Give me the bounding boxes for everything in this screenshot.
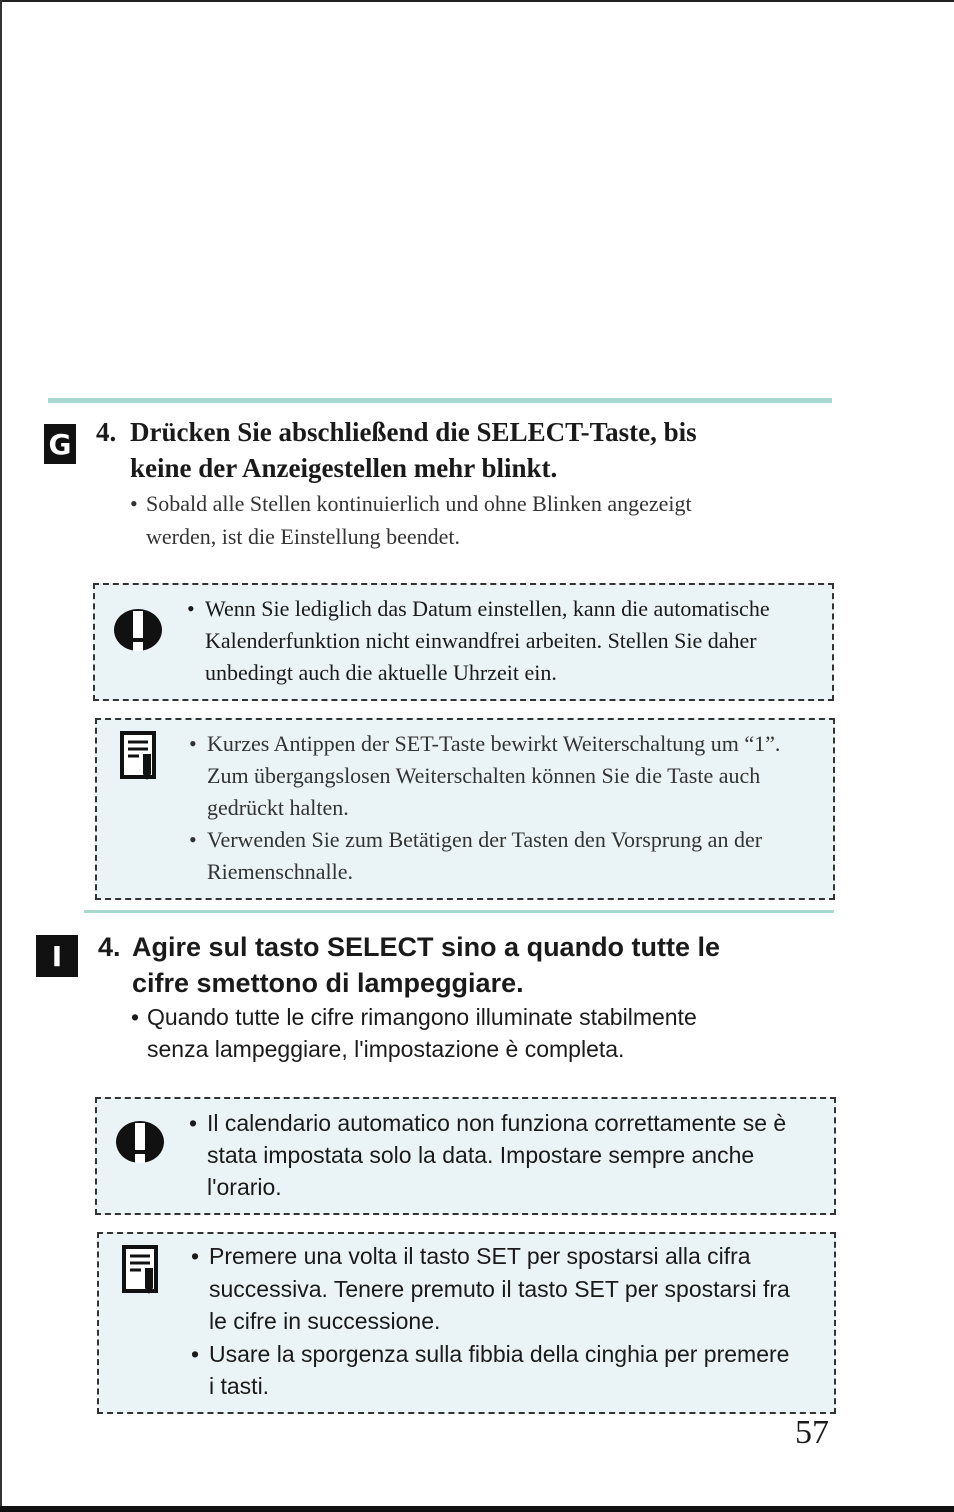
step-heading-italian bbox=[98, 929, 818, 1005]
page-edge-left bbox=[0, 0, 2, 1512]
caution-box-italian bbox=[95, 1097, 836, 1215]
memo-item-text: Premere una volta il tasto SET per spostarsi alla cifra successiva. Tenere premuto il tasto SET per spostarsi fra le cifre in successione. bbox=[209, 1243, 790, 1334]
memo-item-text: Verwenden Sie zum Betätigen der Tasten den Vorsprung an der Riemenschnalle. bbox=[207, 827, 763, 884]
bullet: • bbox=[189, 827, 197, 852]
step-detail-line2: werden, ist die Einstellung beendet. bbox=[146, 524, 461, 549]
bullet: • bbox=[131, 1004, 140, 1030]
step-number: 4. bbox=[96, 417, 117, 447]
page-number: 57 bbox=[795, 1414, 829, 1451]
bullet: • bbox=[189, 1110, 198, 1136]
language-badge-italian bbox=[36, 935, 78, 977]
step-detail-line1: Sobald alle Stellen kontinuierlich und ohne Blinken angezeigt bbox=[146, 491, 692, 516]
language-badge-german bbox=[44, 424, 76, 464]
step-detail-german bbox=[130, 488, 820, 554]
step-number: 4. bbox=[98, 932, 121, 962]
language-badge-label: G bbox=[48, 427, 72, 461]
step-heading-german bbox=[96, 414, 816, 490]
caution-item-text: Wenn Sie lediglich das Datum einstellen, kann die automatische Kalenderfunktion nicht einwandfrei arbeiten. Stellen Sie daher unbedingt auch die aktuelle Uhrzeit ein. bbox=[205, 596, 770, 685]
memo-item bbox=[191, 1240, 791, 1338]
memo-item bbox=[189, 824, 809, 888]
step-detail-line1: Quando tutte le cifre rimangono illuminate stabilmente bbox=[147, 1004, 697, 1030]
bullet: • bbox=[189, 731, 197, 756]
language-badge-label: I bbox=[51, 939, 63, 973]
memo-box-italian bbox=[97, 1232, 836, 1414]
caution-icon bbox=[113, 605, 163, 664]
step-title-line2: keine der Anzeigestellen mehr blinkt. bbox=[130, 453, 558, 483]
section-rule-german bbox=[48, 398, 832, 403]
memo-box-german bbox=[95, 718, 835, 900]
page-edge-bottom bbox=[0, 1506, 954, 1512]
caution-item bbox=[187, 593, 807, 689]
step-title-line2: cifre smettono di lampeggiare. bbox=[132, 968, 524, 998]
memo-item bbox=[189, 728, 809, 824]
memo-item-text: Usare la sporgenza sulla fibbia della cinghia per premere i tasti. bbox=[209, 1340, 790, 1399]
bullet: • bbox=[191, 1340, 200, 1367]
memo-icon bbox=[119, 730, 159, 791]
step-detail-italian bbox=[131, 1001, 821, 1067]
caution-item bbox=[189, 1107, 819, 1203]
page-edge-top bbox=[0, 0, 954, 2]
bullet: • bbox=[187, 596, 195, 621]
memo-item bbox=[191, 1338, 791, 1403]
bullet: • bbox=[130, 491, 138, 516]
memo-item-text: Kurzes Antippen der SET-Taste bewirkt Weiterschaltung um “1”. Zum übergangslosen Weiterschalten können Sie die Taste auch gedrückt halten. bbox=[207, 731, 781, 820]
caution-item-text: Il calendario automatico non funziona correttamente se è stata impostata solo la data. Impostare sempre anche l'orario. bbox=[207, 1110, 787, 1200]
memo-icon bbox=[121, 1244, 161, 1305]
caution-icon bbox=[115, 1117, 165, 1175]
step-detail-line2: senza lampeggiare, l'impostazione è completa. bbox=[147, 1036, 625, 1062]
step-title-line1: Drücken Sie abschließend die SELECT-Taste, bis bbox=[130, 417, 697, 447]
bullet: • bbox=[191, 1243, 200, 1269]
step-title-line1: Agire sul tasto SELECT sino a quando tutte le bbox=[132, 932, 721, 962]
section-rule-italian bbox=[84, 910, 834, 913]
caution-box-german bbox=[93, 583, 834, 701]
